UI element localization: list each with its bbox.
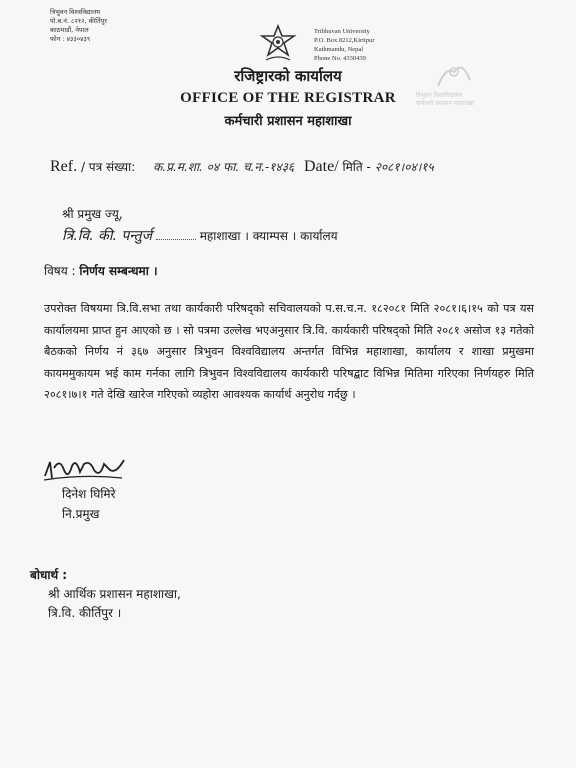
patra-label: / पत्र संख्या: — [80, 160, 136, 174]
patra-value: क.प्र.म.शा. ०४ फा. च.न.-१४३६ — [153, 160, 295, 174]
header-left-address — [50, 8, 107, 44]
header-left-line: फोन : ४३३०४३९ — [50, 35, 91, 43]
subject-text: निर्णय सम्बन्धमा । — [79, 264, 158, 278]
header-right-line: Tribhuvan University — [314, 28, 370, 35]
recipient-office-line — [62, 226, 338, 245]
stamp-line: त्रिभुवन विश्वविद्यालय — [416, 92, 463, 99]
header-left-line: पो.ब.नं. ८२१२, कीर्तिपुर — [50, 17, 108, 25]
header-left-line: त्रिभुवन विश्वविद्यालय — [50, 8, 101, 16]
subject-line — [44, 262, 158, 279]
header-left-line: काठमाडौं, नेपाल — [50, 26, 89, 34]
header-right-line: Kathmandu, Nepal — [314, 46, 364, 53]
date-label: Date/ — [304, 158, 339, 175]
cc-line: त्रि.वि. कीर्तिपुर । — [48, 606, 122, 620]
office-title-nepali: रजिष्ट्रारको कार्यालय — [234, 67, 342, 85]
cc-line: श्री आर्थिक प्रशासन महाशाखा, — [48, 587, 181, 601]
miti-label: मिति - — [342, 160, 371, 174]
reference-line — [50, 158, 434, 176]
signatory-name: दिनेश घिमिरे — [62, 487, 116, 501]
ref-label: Ref. — [50, 158, 78, 175]
subject-label: विषय : — [44, 264, 76, 278]
signature — [42, 456, 128, 482]
date-value: २०८१।०४।१५ — [374, 160, 434, 174]
section-title: कर्मचारी प्रशासन महाशाखा — [224, 114, 352, 129]
university-logo-icon — [258, 24, 298, 64]
header-right-line: P.O. Box 8212,Kirtipur — [314, 37, 375, 44]
stamp-line: कर्मचारी प्रशासन महाशाखा — [416, 100, 475, 107]
recipient-office-suffix: महाशाखा । क्याम्पस । कार्यालय — [199, 229, 338, 243]
recipient-line: श्री प्रमुख ज्यू, — [62, 207, 123, 221]
header-right-address — [314, 27, 375, 63]
cc-label: बोधार्थ : — [30, 568, 68, 582]
letter-body: उपरोक्त विषयमा त्रि.वि.सभा तथा कार्यकारी परिषद्को सचिवालयको प.स.च.न. १८२०८१ मिति २०८१।६।१५ को पत्र यस कार्यालयमा प्राप्त हुन आएको छ । सो पत्रमा उल्लेख भएअनुसार त्रि.वि. कार्यकारी परिषद्को मिति २०८१ असोज १३ गतेको बैठकको निर्णय नं ३६७ अनुसार त्रिभुवन विश्वविद्यालय अन्तर्गत विभिन्न महाशाखा, कार्यालय र शाखा प्रमुखमा कायममुकायम भई काम गर्नका लागि त्रिभुवन विश्वविद्यालय कार्यकारी परिषद्बाट विभिन्न मितिमा गरिएका निर्णयहरु मिति २०८१।७।१ गते देखि खारेज गरिएको व्यहोरा आवश्यक कार्यार्थ अनुरोध गर्दछु । — [44, 302, 534, 401]
signatory-designation: नि.प्रमुख — [62, 507, 100, 521]
header-right-line: Phone No. 4330439 — [314, 55, 366, 62]
office-title-english: OFFICE OF THE REGISTRAR — [180, 90, 396, 106]
recipient-handwritten: त्रि.वि. की. पन्तुर्ज — [62, 228, 153, 244]
